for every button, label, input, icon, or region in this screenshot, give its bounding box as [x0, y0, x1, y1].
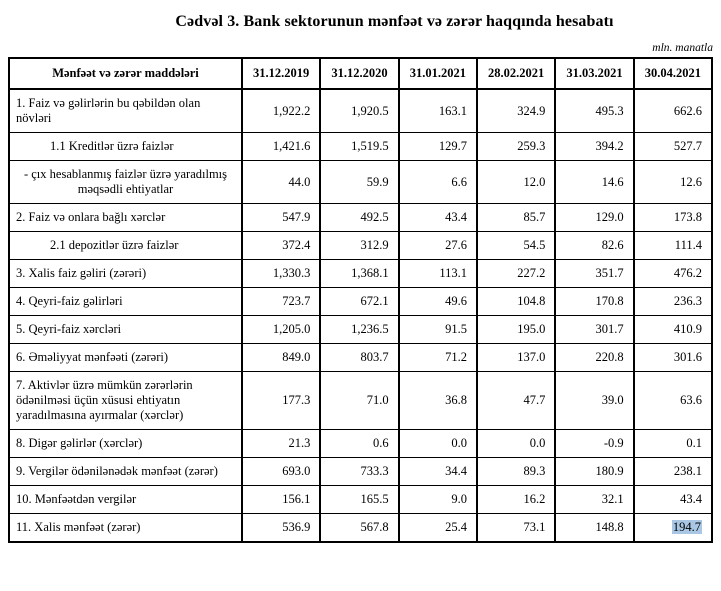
cell-value: 849.0	[242, 344, 320, 372]
row-label: 1.1 Kreditlər üzrə faizlər	[9, 133, 242, 161]
cell-value: 170.8	[555, 288, 633, 316]
row-label: 6. Əməliyyat mənfəəti (zərəri)	[9, 344, 242, 372]
cell-value: 148.8	[555, 514, 633, 543]
cell-value: 301.7	[555, 316, 633, 344]
page-title: Cədvəl 3. Bank sektorunun mənfəət və zərər haqqında hesabatı	[175, 13, 614, 30]
table-row	[9, 344, 712, 372]
cell-value: 89.3	[477, 458, 555, 486]
table-row	[9, 458, 712, 486]
cell-value: 71.2	[399, 344, 477, 372]
cell-value: 1,519.5	[320, 133, 398, 161]
cell-value: 547.9	[242, 204, 320, 232]
cell-value: 113.1	[399, 260, 477, 288]
cell-value: 91.5	[399, 316, 477, 344]
cell-value: 34.4	[399, 458, 477, 486]
row-label: - çıx hesablanmış faizlər üzrə yaradılmış məqsədli ehtiyatlar	[9, 161, 242, 204]
header-date-2: 31.12.2020	[320, 58, 398, 89]
cell-value: 43.4	[399, 204, 477, 232]
cell-value: 1,236.5	[320, 316, 398, 344]
cell-value: 803.7	[320, 344, 398, 372]
row-label: 4. Qeyri-faiz gəlirləri	[9, 288, 242, 316]
cell-value: 372.4	[242, 232, 320, 260]
row-label: 7. Aktivlər üzrə mümkün zərərlərin ödənilməsi üçün xüsusi ehtiyatın yaradılmasına ayırmalar (xərclər)	[9, 372, 242, 430]
cell-value: 156.1	[242, 486, 320, 514]
cell-value: 36.8	[399, 372, 477, 430]
row-label: 2. Faiz və onlara bağlı xərclər	[9, 204, 242, 232]
cell-value: 351.7	[555, 260, 633, 288]
header-date-5: 31.03.2021	[555, 58, 633, 89]
cell-value: 54.5	[477, 232, 555, 260]
cell-value: 536.9	[242, 514, 320, 543]
pl-table-body	[9, 89, 712, 542]
cell-value: 82.6	[555, 232, 633, 260]
cell-value: 0.0	[399, 430, 477, 458]
cell-value: 324.9	[477, 89, 555, 133]
unit-note: mln. manatla	[652, 42, 713, 54]
cell-value: 177.3	[242, 372, 320, 430]
table-row	[9, 204, 712, 232]
cell-value: 301.6	[634, 344, 712, 372]
cell-value: 238.1	[634, 458, 712, 486]
cell-value: 104.8	[477, 288, 555, 316]
cell-value: 59.9	[320, 161, 398, 204]
cell-value: 63.6	[634, 372, 712, 430]
cell-value: 1,330.3	[242, 260, 320, 288]
cell-value: 567.8	[320, 514, 398, 543]
highlighted-value[interactable]: 194.7	[672, 520, 701, 534]
row-label: 11. Xalis mənfəət (zərər)	[9, 514, 242, 543]
cell-value: 129.7	[399, 133, 477, 161]
cell-value: 1,922.2	[242, 89, 320, 133]
profit-loss-table	[8, 57, 713, 543]
table-row	[9, 89, 712, 133]
table-row	[9, 486, 712, 514]
row-label: 8. Digər gəlirlər (xərclər)	[9, 430, 242, 458]
cell-value: 16.2	[477, 486, 555, 514]
cell-value: 165.5	[320, 486, 398, 514]
cell-value: 129.0	[555, 204, 633, 232]
cell-value: 495.3	[555, 89, 633, 133]
row-label: 10. Mənfəətdən vergilər	[9, 486, 242, 514]
header-date-3: 31.01.2021	[399, 58, 477, 89]
header-date-4: 28.02.2021	[477, 58, 555, 89]
table-row	[9, 232, 712, 260]
cell-value: 137.0	[477, 344, 555, 372]
cell-value: 6.6	[399, 161, 477, 204]
cell-value: -0.9	[555, 430, 633, 458]
cell-value: 27.6	[399, 232, 477, 260]
table-row	[9, 161, 712, 204]
cell-value: 0.0	[477, 430, 555, 458]
table-row	[9, 288, 712, 316]
cell-value: 44.0	[242, 161, 320, 204]
cell-value: 259.3	[477, 133, 555, 161]
cell-value: 39.0	[555, 372, 633, 430]
cell-value: 195.0	[477, 316, 555, 344]
cell-value: 180.9	[555, 458, 633, 486]
table-header	[9, 58, 712, 89]
cell-value: 312.9	[320, 232, 398, 260]
row-label: 2.1 depozitlər üzrə faizlər	[9, 232, 242, 260]
cell-value: 173.8	[634, 204, 712, 232]
cell-value: 49.6	[399, 288, 477, 316]
header-date-1: 31.12.2019	[242, 58, 320, 89]
row-label: 5. Qeyri-faiz xərcləri	[9, 316, 242, 344]
cell-value: 410.9	[634, 316, 712, 344]
header-row	[9, 58, 712, 89]
row-label: 1. Faiz və gəlirlərin bu qəbildən olan növləri	[9, 89, 242, 133]
table-row	[9, 430, 712, 458]
cell-value: 12.6	[634, 161, 712, 204]
cell-value: 1,368.1	[320, 260, 398, 288]
cell-value: 0.1	[634, 430, 712, 458]
cell-value: 227.2	[477, 260, 555, 288]
cell-value: 476.2	[634, 260, 712, 288]
cell-value: 1,421.6	[242, 133, 320, 161]
cell-value: 693.0	[242, 458, 320, 486]
table-row	[9, 316, 712, 344]
cell-value: 0.6	[320, 430, 398, 458]
cell-value: 163.1	[399, 89, 477, 133]
cell-value: 12.0	[477, 161, 555, 204]
cell-value: 1,205.0	[242, 316, 320, 344]
table-row	[9, 514, 712, 543]
table-row	[9, 372, 712, 430]
cell-value: 9.0	[399, 486, 477, 514]
cell-value: 733.3	[320, 458, 398, 486]
cell-value: 672.1	[320, 288, 398, 316]
cell-value: 85.7	[477, 204, 555, 232]
cell-value: 1,920.5	[320, 89, 398, 133]
cell-value: 111.4	[634, 232, 712, 260]
table-row	[9, 260, 712, 288]
cell-value: 220.8	[555, 344, 633, 372]
cell-value: 43.4	[634, 486, 712, 514]
cell-value: 47.7	[477, 372, 555, 430]
header-items-column: Mənfəət və zərər maddələri	[9, 58, 242, 89]
cell-value: 723.7	[242, 288, 320, 316]
cell-value: 25.4	[399, 514, 477, 543]
cell-value	[634, 514, 712, 543]
cell-value: 662.6	[634, 89, 712, 133]
cell-value: 32.1	[555, 486, 633, 514]
row-label: 3. Xalis faiz gəliri (zərəri)	[9, 260, 242, 288]
row-label: 9. Vergilər ödənilənədək mənfəət (zərər)	[9, 458, 242, 486]
cell-value: 394.2	[555, 133, 633, 161]
cell-value: 21.3	[242, 430, 320, 458]
table-row	[9, 133, 712, 161]
header-date-6: 30.04.2021	[634, 58, 712, 89]
cell-value: 14.6	[555, 161, 633, 204]
cell-value: 236.3	[634, 288, 712, 316]
cell-value: 527.7	[634, 133, 712, 161]
cell-value: 71.0	[320, 372, 398, 430]
cell-value: 492.5	[320, 204, 398, 232]
cell-value: 73.1	[477, 514, 555, 543]
